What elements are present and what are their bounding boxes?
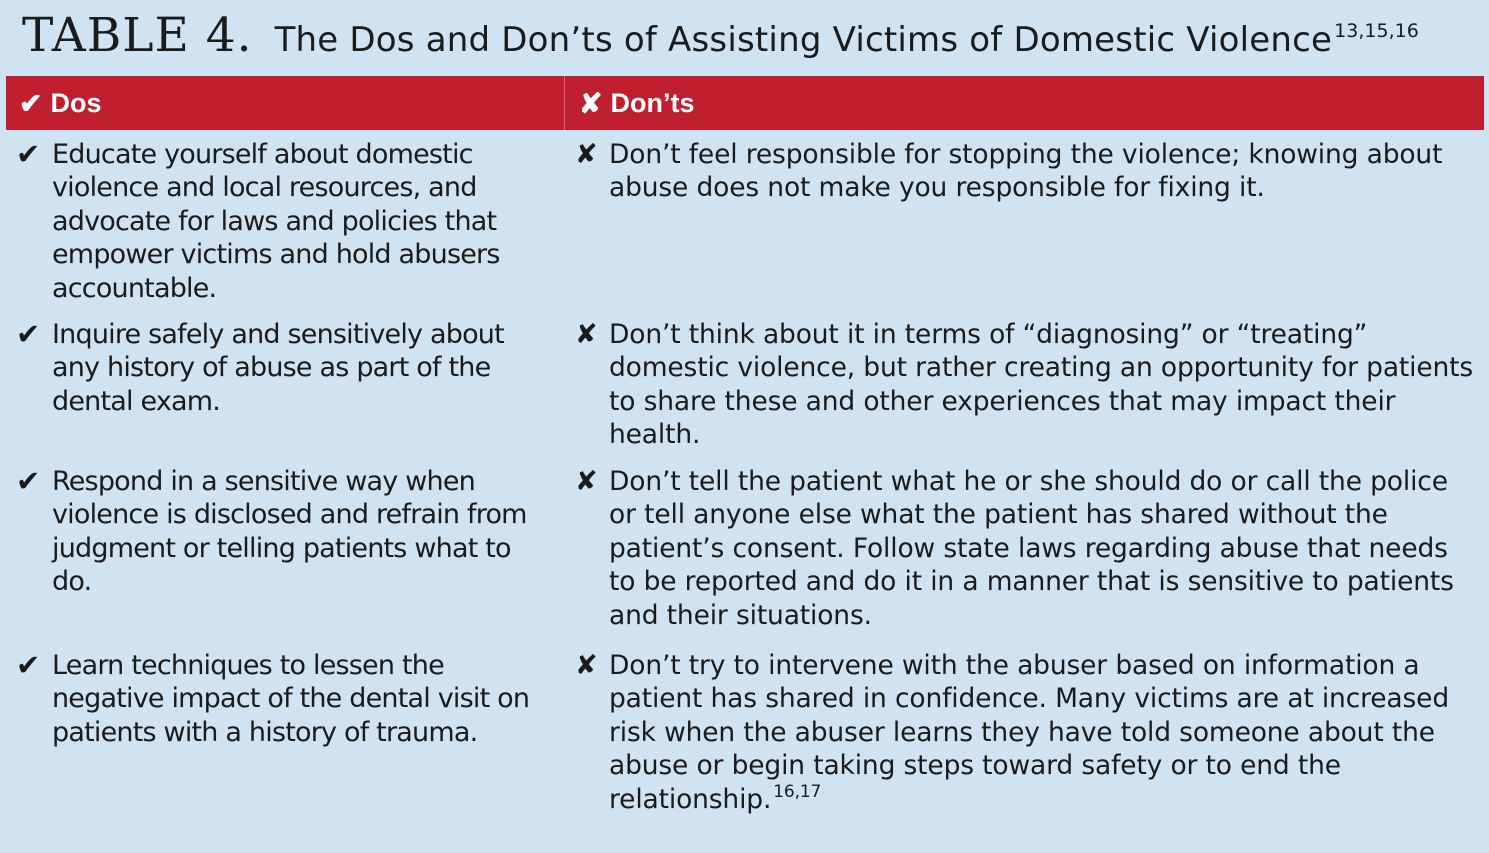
cross-icon: ✘ <box>575 650 598 681</box>
reference-superscript: 16,17 <box>773 781 822 802</box>
table-caption: The Dos and Don’ts of Assisting Victims of Domestic Violence <box>274 20 1333 60</box>
cross-icon: ✘ <box>575 466 598 497</box>
checkmark-icon: ✔ <box>16 137 41 171</box>
header-dos-label: Dos <box>50 87 102 118</box>
donts-item <box>575 649 1481 820</box>
cross-icon: ✘ <box>575 319 598 350</box>
dos-item <box>16 465 542 599</box>
dos-item-text: Respond in a sensitive way when violence is disclosed and refrain from judgment or telling patients what to do. <box>52 466 527 598</box>
donts-item-text: Don’t tell the patient what he or she should do or call the police or tell anyone else what the patient has shared without the patient’s consent. Follow state laws regarding abuse that needs to be reported and do it in a manner that is sensitive to patients and their situations. <box>609 466 1454 631</box>
donts-item-text: Don’t think about it in terms of “diagnosing” or “treating” domestic violence, but rather creating an opportunity for patients to share these and other experiences that may impact their health. <box>609 319 1474 451</box>
donts-item-text: Don’t feel responsible for stopping the violence; knowing about abuse does not make you responsible for fixing it. <box>609 139 1443 204</box>
cross-icon: ✘ <box>579 87 603 119</box>
table-header-row <box>6 76 1484 130</box>
dos-item-text: Inquire safely and sensitively about any history of abuse as part of the dental exam. <box>52 319 504 417</box>
dos-item-text: Learn techniques to lessen the negative impact of the dental visit on patients with a history of trauma. <box>52 650 530 748</box>
checkmark-icon: ✔ <box>16 317 41 351</box>
donts-item-text-body: Don’t try to intervene with the abuser based on information a patient has shared in confidence. Many victims are at increased risk when the abuser learns they have told someone about the abuse or begin taking steps toward safety or to end the relationship. <box>609 650 1449 815</box>
header-donts-label: Don’ts <box>610 87 695 118</box>
title-reference-superscript: 13,15,16 <box>1334 20 1419 42</box>
checkmark-icon: ✔ <box>16 648 41 682</box>
table-number: TABLE 4. <box>22 8 253 63</box>
checkmark-icon: ✔ <box>19 87 43 119</box>
dos-item <box>16 649 542 749</box>
donts-item <box>575 138 1481 205</box>
dos-item <box>16 318 542 418</box>
dos-item <box>16 138 542 305</box>
header-donts <box>565 76 1484 130</box>
donts-item <box>575 318 1481 452</box>
header-dos <box>6 76 565 130</box>
donts-item-text <box>609 649 1481 820</box>
donts-item <box>575 465 1481 632</box>
checkmark-icon: ✔ <box>16 464 41 498</box>
cross-icon: ✘ <box>575 139 598 170</box>
dos-item-text: Educate yourself about domestic violence and local resources, and advocate for laws and policies that empower victims and hold abusers accountable. <box>52 139 500 304</box>
table-title <box>22 8 1419 66</box>
